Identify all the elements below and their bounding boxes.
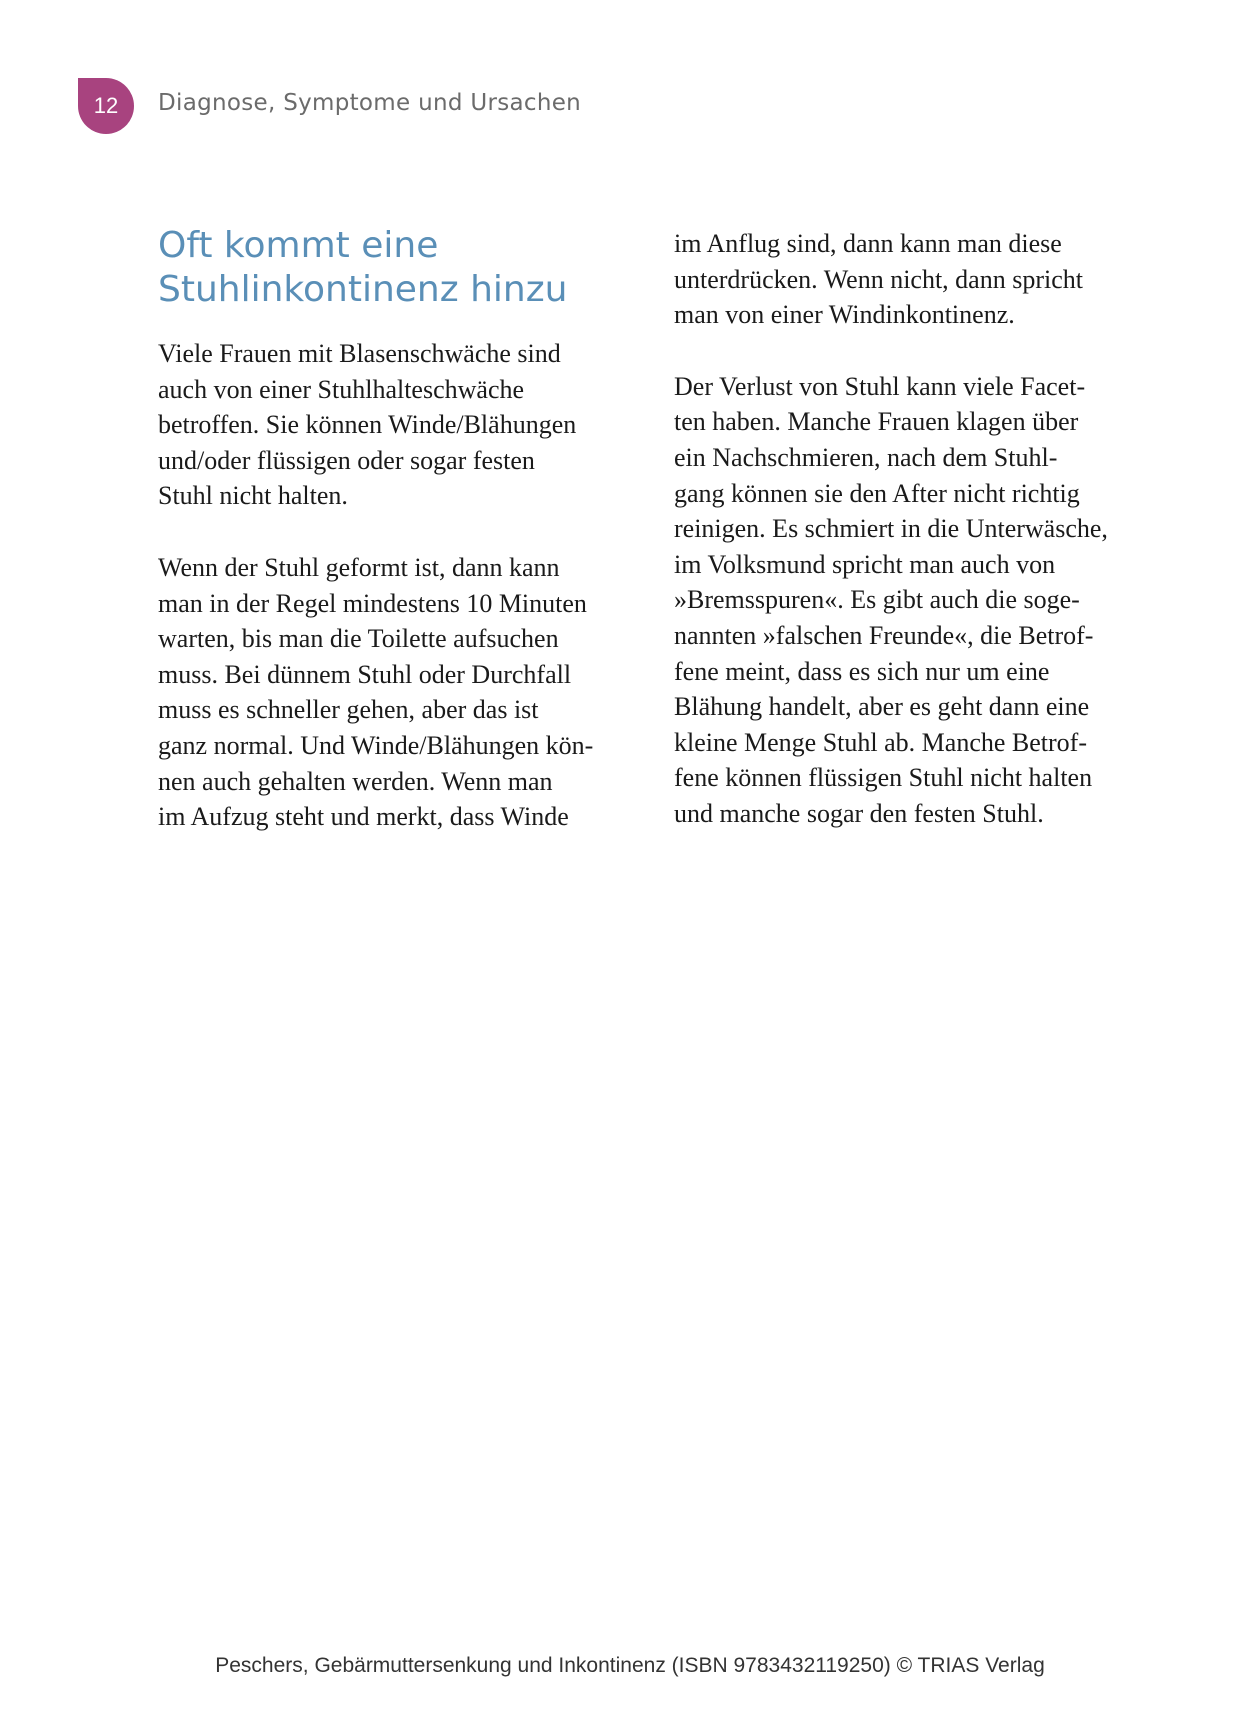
text-line: fene meint, dass es sich nur um eine <box>674 656 1050 686</box>
text-line: im Volksmund spricht man auch von <box>674 549 1056 579</box>
text-line: muss. Bei dünnem Stuhl oder Durchfall <box>158 659 572 689</box>
text-line: Stuhl nicht halten. <box>158 481 348 511</box>
text-line: ein Nachschmieren, nach dem Stuhl- <box>674 442 1058 472</box>
body-paragraph <box>674 226 1154 333</box>
text-line: nannten »falschen Freunde«, die Betrof- <box>674 620 1094 650</box>
text-line: muss es schneller gehen, aber das ist <box>158 695 539 725</box>
text-line: fene können flüssigen Stuhl nicht halten <box>674 763 1093 793</box>
text-line: reinigen. Es schmiert in die Unterwäsche, <box>674 514 1108 544</box>
section-heading-line: Oft kommt eine <box>158 225 439 266</box>
footer-source-line: Peschers, Gebärmuttersenkung und Inkontinenz (ISBN 9783432119250) © TRIAS Verlag <box>215 1654 1045 1677</box>
page-number-tab <box>78 78 134 134</box>
right-column <box>674 226 1154 868</box>
text-line: gang können sie den After nicht richtig <box>674 478 1080 508</box>
text-line: unterdrücken. Wenn nicht, dann spricht <box>674 264 1083 294</box>
body-paragraph <box>158 550 638 835</box>
text-line: und/oder flüssigen oder sogar festen <box>158 445 535 475</box>
text-line: warten, bis man die Toilette aufsuchen <box>158 624 559 654</box>
section-heading-line: Stuhlinkontinenz hinzu <box>158 269 568 310</box>
left-column <box>158 224 638 871</box>
text-line: betroffen. Sie können Winde/Blähungen <box>158 410 577 440</box>
section-heading <box>158 224 638 312</box>
text-line: »Bremsspuren«. Es gibt auch die soge- <box>674 585 1080 615</box>
text-line: ten haben. Manche Frauen klagen über <box>674 407 1079 437</box>
text-line: kleine Menge Stuhl ab. Manche Betrof- <box>674 727 1087 757</box>
text-line: Der Verlust von Stuhl kann viele Facet- <box>674 371 1086 401</box>
text-line: man in der Regel mindestens 10 Minuten <box>158 588 587 618</box>
text-line: auch von einer Stuhlhalteschwäche <box>158 374 525 404</box>
text-line: und manche sogar den festen Stuhl. <box>674 798 1044 828</box>
text-line: Viele Frauen mit Blasenschwäche sind <box>158 339 561 368</box>
text-line: Blähung handelt, aber es geht dann eine <box>674 692 1090 722</box>
text-line: man von einer Windinkontinenz. <box>674 300 1015 330</box>
page-number: 12 <box>93 93 119 118</box>
running-head: Diagnose, Symptome und Ursachen <box>158 90 582 116</box>
body-paragraph <box>674 369 1154 832</box>
text-line: im Aufzug steht und merkt, dass Winde <box>158 802 569 832</box>
body-paragraph <box>158 336 638 514</box>
text-line: im Anflug sind, dann kann man diese <box>674 229 1062 258</box>
text-line: ganz normal. Und Winde/Blähungen kön- <box>158 730 594 760</box>
text-line: nen auch gehalten werden. Wenn man <box>158 766 553 796</box>
text-line: Wenn der Stuhl geformt ist, dann kann <box>158 552 560 582</box>
